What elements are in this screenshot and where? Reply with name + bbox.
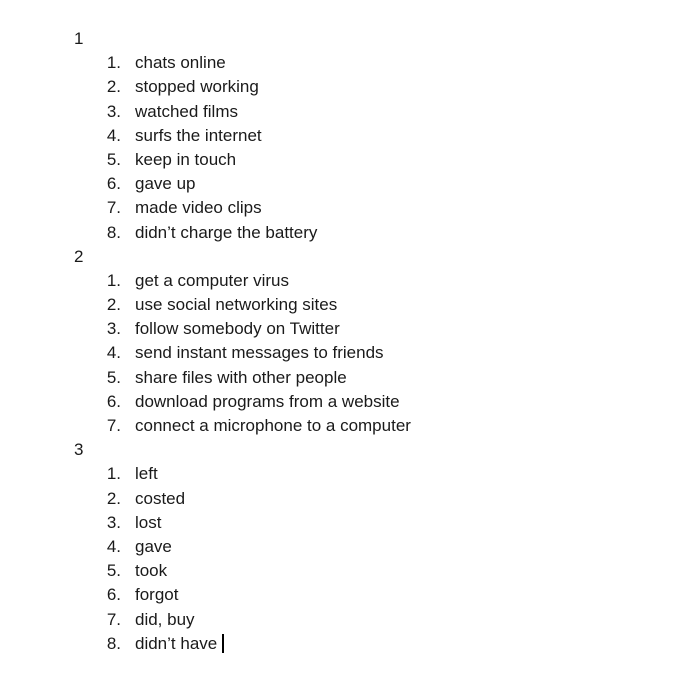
list-text: use social networking sites — [135, 295, 338, 315]
list-number: 7. — [106, 609, 121, 629]
list-item — [0, 293, 688, 317]
list-item — [0, 221, 688, 245]
list-item — [0, 583, 688, 607]
section-heading: 3 — [74, 440, 84, 460]
list-number: 2. — [106, 295, 121, 315]
list-text: keep in touch — [135, 149, 237, 169]
list-number: 1. — [106, 53, 121, 73]
list-item — [0, 341, 688, 365]
list-number: 8. — [106, 633, 121, 653]
list-number: 2. — [106, 77, 121, 97]
list-number: 6. — [106, 585, 121, 605]
list-item — [0, 608, 688, 632]
list-item — [0, 124, 688, 148]
text-cursor — [222, 634, 224, 653]
list-text: made video clips — [135, 198, 262, 218]
list-item — [0, 559, 688, 583]
list-item — [0, 51, 688, 75]
list-text: did, buy — [135, 609, 195, 629]
list-item — [0, 511, 688, 535]
list-text: share files with other people — [135, 367, 347, 387]
list-number: 7. — [106, 416, 121, 435]
list-text: connect a microphone to a computer — [135, 416, 411, 435]
list-text: didn’t charge the battery — [135, 222, 318, 242]
list-text: costed — [135, 488, 186, 508]
list-number: 6. — [106, 174, 121, 194]
list-text: lost — [135, 512, 162, 532]
list-item — [0, 196, 688, 220]
list-item — [0, 317, 688, 341]
list-item — [0, 366, 688, 390]
list-item — [0, 390, 688, 414]
document-body[interactable] — [0, 27, 688, 656]
list-text: gave up — [135, 174, 196, 194]
list-item — [0, 100, 688, 124]
list-number: 5. — [106, 149, 121, 169]
list-text: forgot — [135, 585, 179, 605]
list-text: surfs the internet — [135, 125, 262, 145]
list-number: 4. — [106, 343, 121, 363]
list-text: download programs from a website — [135, 391, 400, 411]
list-text: gave — [135, 536, 172, 556]
list-item — [0, 75, 688, 99]
list-text: send instant messages to friends — [135, 343, 384, 363]
list-item — [0, 632, 688, 656]
list-number: 3. — [106, 319, 121, 339]
list-text: stopped working — [135, 77, 259, 97]
list-text: watched films — [135, 101, 238, 121]
list-number: 3. — [106, 101, 121, 121]
list-text: follow somebody on Twitter — [135, 319, 340, 339]
list-text: took — [135, 561, 168, 581]
list-item — [0, 462, 688, 486]
list-item — [0, 535, 688, 559]
list-text: get a computer virus — [135, 270, 290, 290]
list-number: 2. — [106, 488, 121, 508]
list-number: 6. — [106, 391, 121, 411]
list-item — [0, 148, 688, 172]
list-number: 5. — [106, 561, 121, 581]
list-number: 4. — [106, 536, 121, 556]
list-number: 4. — [106, 125, 121, 145]
list-text: chats online — [135, 53, 226, 73]
list-text-value: didn’t have — [135, 633, 218, 653]
list-item — [0, 414, 688, 438]
list-text — [135, 632, 224, 656]
list-item — [0, 487, 688, 511]
list-item — [0, 269, 688, 293]
list-number: 1. — [106, 464, 121, 484]
list-number: 1. — [106, 270, 121, 290]
list-number: 5. — [106, 367, 121, 387]
list-number: 3. — [106, 512, 121, 532]
list-text: left — [135, 464, 158, 484]
section-heading: 2 — [74, 246, 84, 266]
section-heading: 1 — [74, 29, 84, 48]
list-number: 7. — [106, 198, 121, 218]
list-item — [0, 172, 688, 196]
list-number: 8. — [106, 222, 121, 242]
